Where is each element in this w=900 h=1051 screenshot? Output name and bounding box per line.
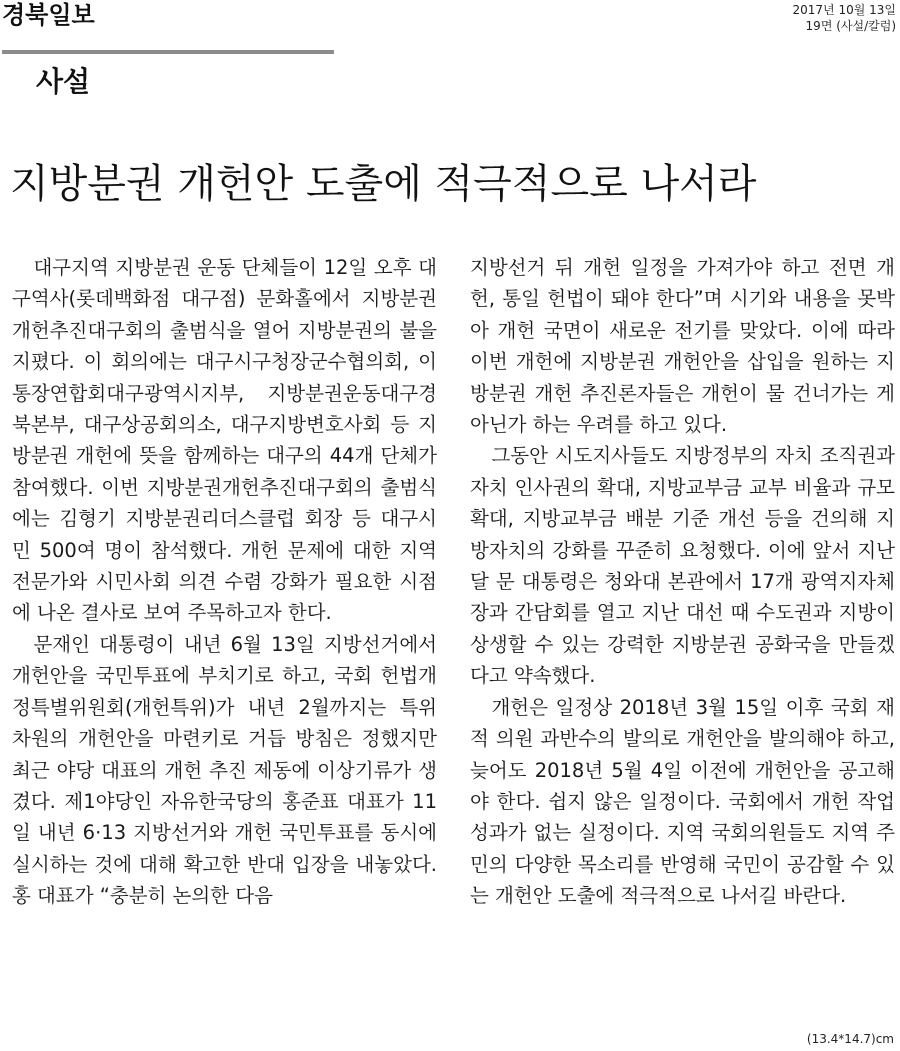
- article-column-right: [470, 252, 895, 912]
- article-headline: 지방분권 개헌안 도출에 적극적으로 나서라: [10, 161, 757, 207]
- publication-meta: [793, 2, 896, 34]
- article-paragraph: 대구지역 지방분권 운동 단체들이 12일 오후 대구역사(롯데백화점 대구점) 문화홀에서 지방분권개헌추진대구회의 출범식을 열어 지방분권의 불을 지폈다. 이 회의에는 대구시구청장군수협의회, 이통장연합회대구광역시지부, 지방분권운동대구경북본부, 대구상공회의소, 대구지방변호사회 등 지방분권 개헌에 뜻을 함께하는 대구의 44개 단체가 참여했다. 이번 지방분권개헌추진대구회의 출범식에는 김형기 지방분권리더스클럽 회장 등 대구시민 500여 명이 참석했다. 개헌 문제에 대한 지역 전문가와 시민사회 의견 수렴 강화가 필요한 시점에 나온 결사로 보여 주목하고자 한다.: [12, 256, 437, 625]
- article-paragraph: 지방선거 뒤 개헌 일정을 가져가야 하고 전면 개헌, 통일 헌법이 돼야 한다”며 시기와 내용을 못박아 개헌 국면이 새로운 전기를 맞았다. 이에 따라 이번 개헌에 지방분권 개헌안을 삽입을 원하는 지방분권 개헌 추진론자들은 개헌이 물 건너가는 게 아닌가 하는 우려를 하고 있다.: [470, 256, 895, 437]
- newspaper-masthead: 경북일보: [2, 1, 95, 29]
- page-section-info: 19면 (사설/칼럼): [805, 19, 896, 33]
- article-paragraph: 개헌은 일정상 2018년 3월 15일 이후 국회 재적 의원 과반수의 발의로 개헌안을 발의해야 하고, 늦어도 2018년 5월 4일 이전에 개헌안을 공고해야 한다. 쉽지 않은 일정이다. 국회에서 개헌 작업 성과가 없는 실정이다. 지역 국회의원들도 지역 주민의 다양한 목소리를 반영해 국민이 공감할 수 있는 개헌안 도출에 적극적으로 나서길 바란다.: [470, 695, 895, 908]
- publication-date: 2017년 10월 13일: [792, 3, 896, 17]
- header-rule: [2, 50, 334, 54]
- article-paragraph: 문재인 대통령이 내년 6월 13일 지방선거에서 개헌안을 국민투표에 부치기로 하고, 국회 헌법개정특별위원회(개헌특위)가 내년 2월까지는 특위 차원의 개헌안을 마련키로 거듭 방침은 정했지만 최근 야당 대표의 개헌 추진 제동에 이상기류가 생겼다. 제1야당인 자유한국당의 홍준표 대표가 11일 내년 6·13 지방선거와 개헌 국민투표를 동시에 실시하는 것에 대해 확고한 반대 입장을 내놓았다. 홍 대표가 “충분히 논의한 다음: [12, 632, 437, 908]
- clipping-size-note: (13.4*14.7)cm: [806, 1032, 894, 1046]
- article-paragraph: 그동안 시도지사들도 지방정부의 자치 조직권과 자치 인사권의 확대, 지방교부금 교부 비율과 규모 확대, 지방교부금 배분 기준 개선 등을 건의해 지방자치의 강화를 꾸준히 요청했다. 이에 앞서 지난달 문 대통령은 청와대 본관에서 17개 광역지자체장과 간담회를 열고 지난 대선 때 수도권과 지방이 상생할 수 있는 강력한 지방분권 공화국을 만들겠다고 약속했다.: [470, 444, 895, 688]
- section-label: 사설: [36, 65, 91, 98]
- article-column-left: [12, 252, 437, 912]
